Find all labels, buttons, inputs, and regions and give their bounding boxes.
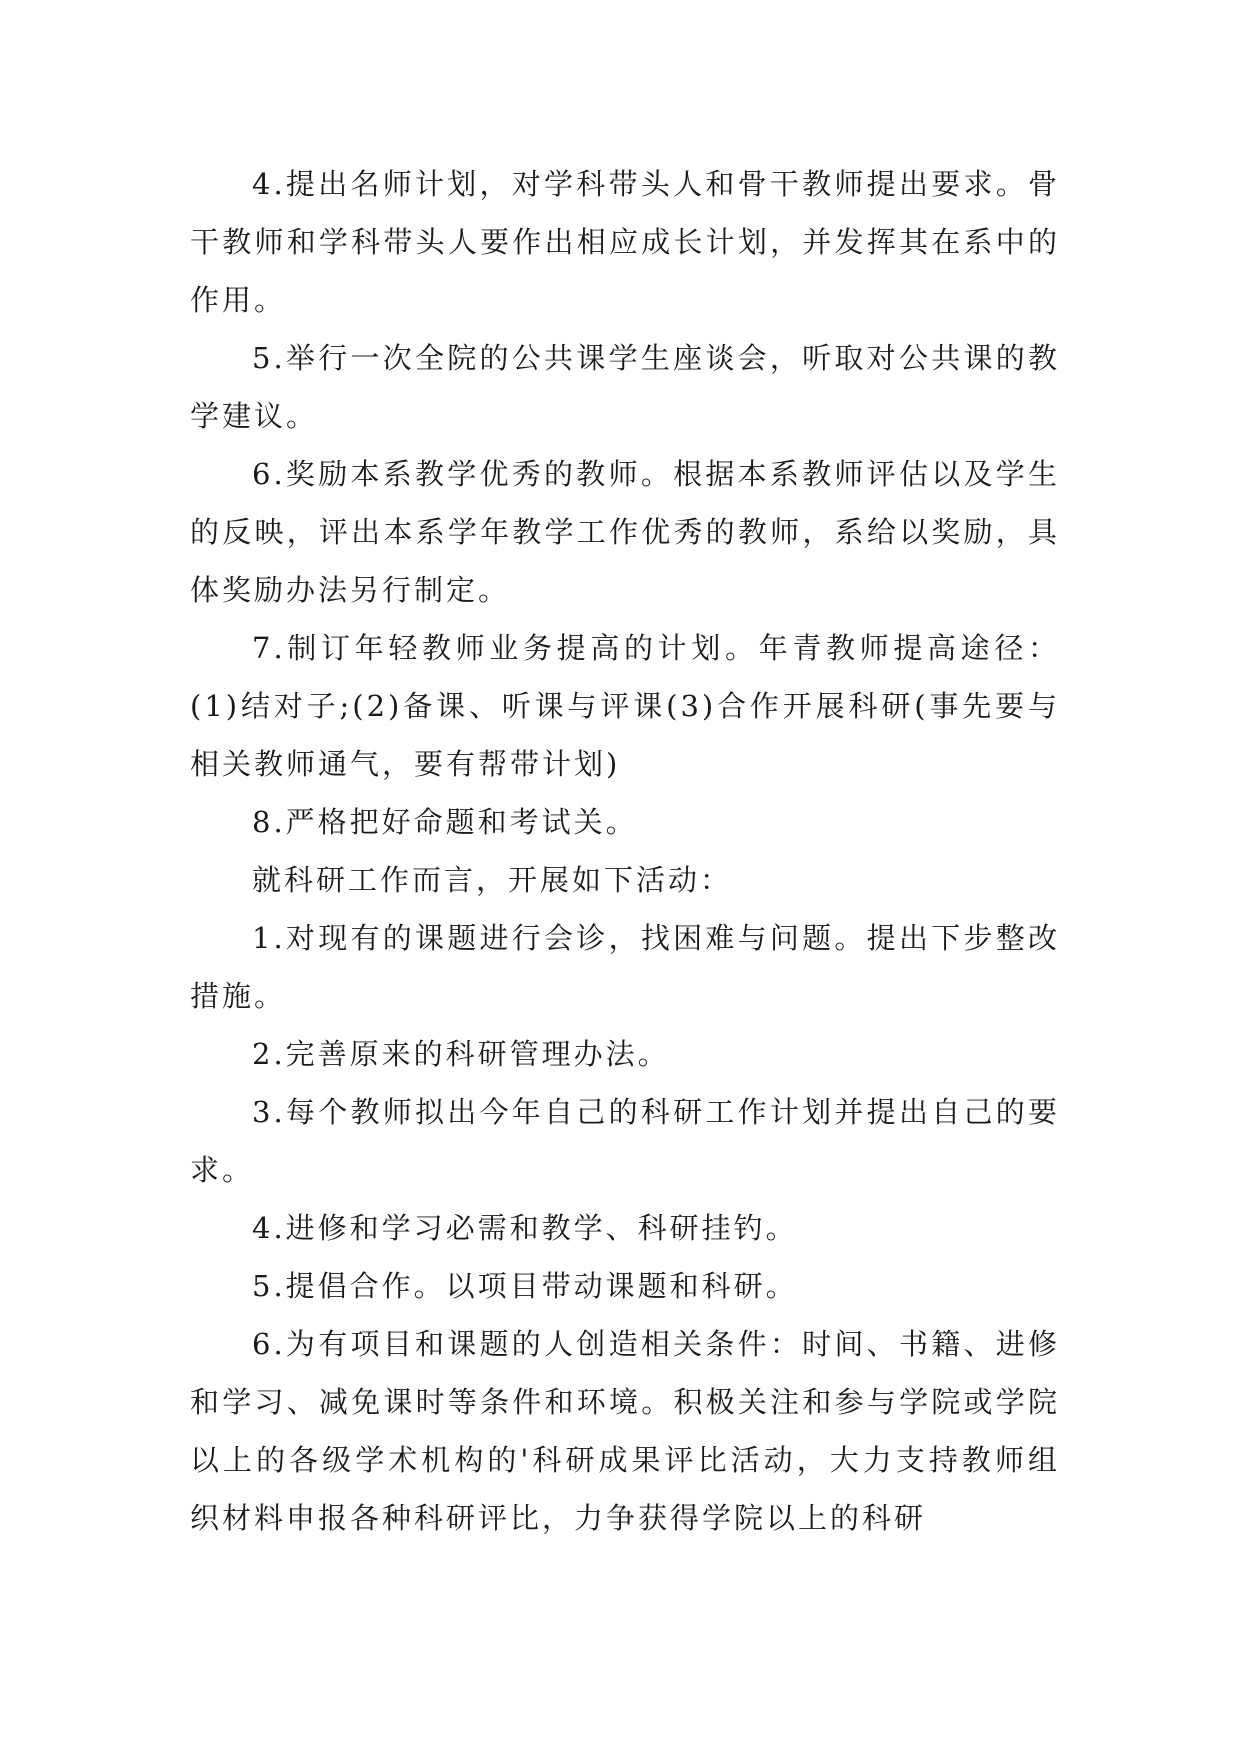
paragraph-research-item-2: 2.完善原来的科研管理办法。 xyxy=(252,1037,670,1071)
paragraph-teaching-item-4: 4.提出名师计划，对学科带头人和骨干教师提出要求。骨干教师和学科带头人要作出相应成长计划，并发挥其在系中的作用。 xyxy=(190,167,1060,317)
document-body xyxy=(190,155,1060,1547)
paragraph-research-intro: 就科研工作而言，开展如下活动： xyxy=(252,863,733,897)
paragraph-teaching-item-8: 8.严格把好命题和考试关。 xyxy=(252,805,638,839)
paragraph-research-item-3: 3.每个教师拟出今年自己的科研工作计划并提出自己的要求。 xyxy=(190,1095,1060,1187)
paragraph-teaching-item-6: 6.奖励本系教学优秀的教师。根据本系教师评估以及学生的反映，评出本系学年教学工作优秀的教师，系给以奖励，具体奖励办法另行制定。 xyxy=(190,457,1060,607)
paragraph-research-item-1: 1.对现有的课题进行会诊，找困难与问题。提出下步整改措施。 xyxy=(190,921,1060,1013)
paragraph-research-item-6: 6.为有项目和课题的人创造相关条件：时间、书籍、进修和学习、减免课时等条件和环境。积极关注和参与学院或学院以上的各级学术机构的'科研成果评比活动，大力支持教师组织材料申报各种科研评比，力争获得学院以上的科研 xyxy=(190,1327,1060,1535)
paragraph-teaching-item-7: 7.制订年轻教师业务提高的计划。年青教师提高途径：(1)结对子;(2)备课、听课与评课(3)合作开展科研(事先要与相关教师通气，要有帮带计划) xyxy=(190,631,1060,781)
paragraph-research-item-4: 4.进修和学习必需和教学、科研挂钓。 xyxy=(252,1211,798,1245)
paragraph-teaching-item-5: 5.举行一次全院的公共课学生座谈会，听取对公共课的教学建议。 xyxy=(190,341,1060,433)
paragraph-research-item-5: 5.提倡合作。以项目带动课题和科研。 xyxy=(252,1269,798,1303)
